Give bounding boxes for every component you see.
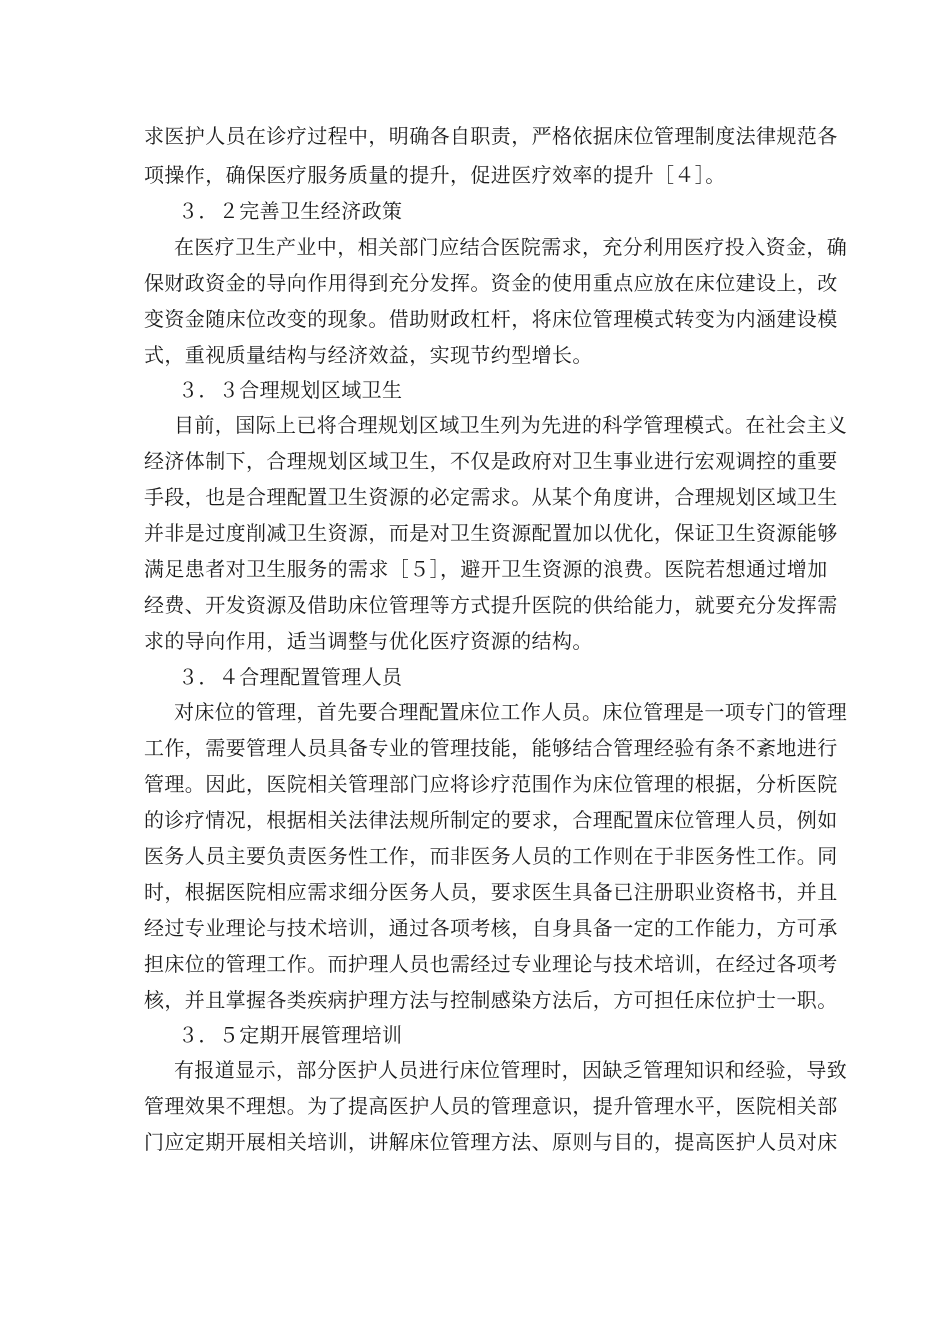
body-line: 管理效果不理想。为了提高医护人员的管理意识，提升管理水平，医院相关部 xyxy=(144,1094,838,1118)
body-line: 经费、开发资源及借助床位管理等方式提升医院的供给能力，就要充分发挥需 xyxy=(144,593,838,617)
paragraph-first-line: 目前，国际上已将合理规划区域卫生列为先进的科学管理模式。在社会主义 xyxy=(174,413,848,437)
body-line: 担床位的管理工作。而护理人员也需经过专业理论与技术培训，在经过各项考 xyxy=(144,952,838,976)
body-line: 项操作，确保医疗服务质量的提升，促进医疗效率的提升［４］。 xyxy=(144,163,726,187)
body-line: 管理。因此，医院相关管理部门应将诊疗范围作为床位管理的根据，分析医院 xyxy=(144,772,838,796)
body-line: 满足患者对卫生服务的需求［５］，避开卫生资源的浪费。医院若想通过增加 xyxy=(144,557,828,581)
body-line: 求医护人员在诊疗过程中，明确各自职责，严格依据床位管理制度法律规范各 xyxy=(144,124,838,148)
paragraph-first-line: 在医疗卫生产业中，相关部门应结合医院需求，充分利用医疗投入资金，确 xyxy=(174,235,848,259)
body-line: 式，重视质量结构与经济效益，实现节约型增长。 xyxy=(144,343,593,367)
section-heading: ３．３合理规划区域卫生 xyxy=(178,378,403,402)
body-line: 手段，也是合理配置卫生资源的必定需求。从某个角度讲，合理规划区域卫生 xyxy=(144,485,838,509)
body-line: 时，根据医院相应需求细分医务人员，要求医生具备已注册职业资格书，并且 xyxy=(144,880,838,904)
body-line: 求的导向作用，适当调整与优化医疗资源的结构。 xyxy=(144,629,593,653)
section-heading: ３．４合理配置管理人员 xyxy=(178,665,403,689)
body-line: 经过专业理论与技术培训，通过各项考核，自身具备一定的工作能力，方可承 xyxy=(144,916,838,940)
body-line: 经济体制下，合理规划区域卫生，不仅是政府对卫生事业进行宏观调控的重要 xyxy=(144,449,838,473)
body-line: 保财政资金的导向作用得到充分发挥。资金的使用重点应放在床位建设上，改 xyxy=(144,271,838,295)
body-line: 的诊疗情况，根据相关法律法规所制定的要求，合理配置床位管理人员，例如 xyxy=(144,808,838,832)
body-line: 门应定期开展相关培训，讲解床位管理方法、原则与目的，提高医护人员对床 xyxy=(144,1130,838,1154)
body-line: 变资金随床位改变的现象。借助财政杠杆，将床位管理模式转变为内涵建设模 xyxy=(144,307,838,331)
paragraph-first-line: 对床位的管理，首先要合理配置床位工作人员。床位管理是一项专门的管理 xyxy=(174,700,848,724)
body-line: 核，并且掌握各类疾病护理方法与控制感染方法后，方可担任床位护士一职。 xyxy=(144,988,838,1012)
section-heading: ３．５定期开展管理培训 xyxy=(178,1023,403,1047)
body-line: 医务人员主要负责医务性工作，而非医务人员的工作则在于非医务性工作。同 xyxy=(144,844,838,868)
section-heading: ３．２完善卫生经济政策 xyxy=(178,199,403,223)
body-line: 工作，需要管理人员具备专业的管理技能，能够结合管理经验有条不紊地进行 xyxy=(144,736,838,760)
body-line: 并非是过度削减卫生资源，而是对卫生资源配置加以优化，保证卫生资源能够 xyxy=(144,521,838,545)
paragraph-first-line: 有报道显示，部分医护人员进行床位管理时，因缺乏管理知识和经验，导致 xyxy=(174,1058,848,1082)
